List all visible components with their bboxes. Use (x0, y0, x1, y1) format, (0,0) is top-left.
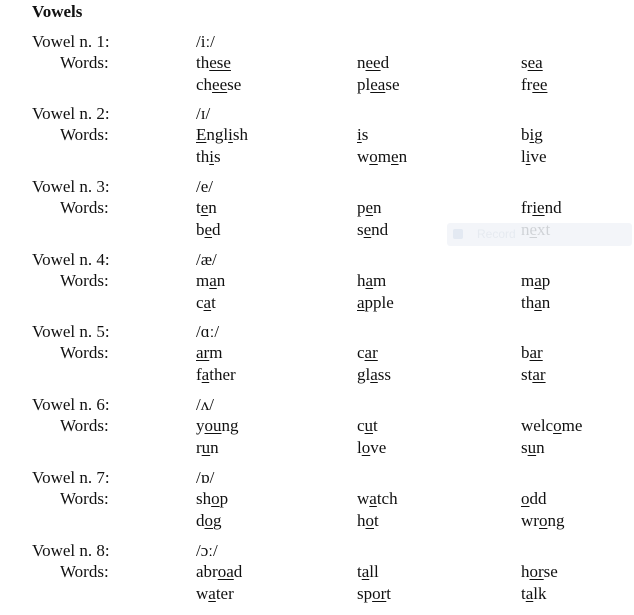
word-part: l (357, 438, 362, 457)
faded-widget-icon (453, 229, 463, 239)
word-part: m (373, 271, 387, 290)
example-word (357, 511, 379, 531)
word-part: f (196, 365, 202, 384)
vowel-label: Vowel n. 4: (32, 250, 110, 269)
word-part: d (196, 511, 205, 530)
vowel-block (0, 322, 634, 388)
word-part: wr (521, 511, 539, 530)
word-part: ve (530, 147, 547, 166)
example-word (357, 53, 389, 73)
word-part: h (521, 562, 530, 581)
vowel-block (0, 104, 634, 170)
word-part: welc (521, 416, 554, 435)
example-word (196, 584, 234, 604)
vowel-letters: i (525, 147, 531, 166)
word-part: b (521, 343, 530, 362)
example-word (357, 75, 400, 95)
word-part: s (357, 220, 364, 239)
example-word (357, 438, 386, 458)
word-part: lk (533, 584, 547, 603)
words-label: Words: (60, 489, 109, 508)
example-word (521, 438, 545, 458)
word-part: n (357, 53, 366, 72)
vowel-letters: a (201, 365, 210, 384)
ipa-symbol: /ɪ/ (196, 104, 211, 123)
word-part: n (541, 293, 551, 312)
word-part: g (534, 125, 543, 144)
word-part: m (196, 271, 210, 290)
word-part: s (521, 438, 528, 457)
example-word (357, 125, 368, 145)
word-part: ter (215, 584, 234, 603)
vowel-letters: i (357, 125, 362, 144)
example-word (357, 562, 379, 582)
word-part: ll (369, 562, 379, 581)
word-part: t (374, 511, 379, 530)
word-part: ngl (206, 125, 229, 144)
vowel-letters: ea (370, 75, 386, 94)
words-label: Words: (60, 343, 109, 362)
vowel-letters: u (364, 416, 374, 435)
word-part: t (357, 562, 362, 581)
word-part: fr (521, 198, 533, 217)
example-word (357, 584, 391, 604)
vowel-letters: ee (365, 53, 381, 72)
vowel-letters: e (204, 220, 213, 239)
word-part: w (357, 489, 370, 508)
vowel-letters: a (208, 584, 216, 603)
word-part: t (521, 584, 526, 603)
word-part: pple (364, 293, 394, 312)
word-part: pl (357, 75, 371, 94)
vowel-block (0, 541, 634, 607)
vowel-letters: i (529, 125, 535, 144)
vowel-letters: a (357, 293, 365, 312)
vowel-letters: u (201, 438, 211, 457)
vowel-letters: E (196, 125, 207, 144)
word-part: s (521, 53, 528, 72)
word-part: dd (529, 489, 547, 508)
ipa-symbol: /ɔː/ (196, 541, 218, 560)
word-part: n (536, 438, 545, 457)
faded-widget-text: Record (477, 227, 516, 241)
example-word (196, 562, 242, 582)
example-word (357, 147, 407, 167)
vowel-letters: a (203, 293, 212, 312)
word-part: p (357, 198, 366, 217)
example-word (521, 271, 550, 291)
word-part: ve (370, 438, 387, 457)
ipa-symbol: /iː/ (196, 32, 215, 51)
vowel-letters: a (525, 584, 534, 603)
word-part: se (543, 562, 558, 581)
example-word (196, 220, 221, 240)
word-part: d (212, 220, 221, 239)
vowel-letters: ee (212, 75, 228, 94)
ipa-symbol: /ʌ/ (196, 395, 214, 414)
word-part: n (216, 271, 226, 290)
word-part: r (196, 438, 202, 457)
vowel-letters: or (529, 562, 544, 581)
word-part: tch (376, 489, 398, 508)
word-part: ng (221, 416, 239, 435)
word-part: d (380, 53, 390, 72)
word-part: h (357, 271, 366, 290)
vowel-label: Vowel n. 7: (32, 468, 110, 487)
word-part: w (196, 584, 209, 603)
vowel-letters: o (521, 489, 530, 508)
vowel-label: Vowel n. 8: (32, 541, 110, 560)
word-part: c (357, 416, 365, 435)
word-part: l (521, 147, 526, 166)
example-word (521, 75, 547, 95)
vowel-letters: o (369, 147, 378, 166)
vowel-block (0, 32, 634, 98)
example-word (521, 343, 543, 363)
word-part: n (210, 438, 219, 457)
vowel-block (0, 395, 634, 461)
word-part: th (521, 293, 535, 312)
vowel-label: Vowel n. 1: (32, 32, 110, 51)
word-part: ch (196, 75, 213, 94)
vowel-letters: ou (204, 416, 222, 435)
example-word (521, 511, 564, 531)
word-part: th (196, 147, 210, 166)
vowel-block (0, 468, 634, 534)
word-part: th (196, 53, 210, 72)
example-word (521, 416, 582, 436)
example-word (521, 365, 546, 385)
vowel-letters: ar (532, 365, 546, 384)
ipa-symbol: /æ/ (196, 250, 217, 269)
word-part: t (386, 584, 392, 603)
word-part: m (377, 147, 392, 166)
word-part: nd (544, 198, 562, 217)
example-word (357, 416, 378, 436)
vowel-letters: ea (527, 53, 543, 72)
vowel-letters: a (209, 271, 217, 290)
vowel-letters: a (361, 562, 370, 581)
vowel-letters: ar (196, 343, 210, 362)
example-word (196, 511, 222, 531)
vowel-letters: ar (529, 343, 543, 362)
word-part: t (211, 293, 216, 312)
word-part: b (521, 125, 530, 144)
ipa-symbol: /ɒ/ (196, 468, 215, 487)
example-word (357, 271, 386, 291)
example-word (521, 562, 558, 582)
example-word (196, 489, 228, 509)
vowel-letters: a (370, 365, 378, 384)
vowel-letters: or (372, 584, 387, 603)
word-part: n (208, 198, 217, 217)
word-part: h (357, 511, 366, 530)
example-word (196, 147, 221, 167)
word-part: t (196, 198, 201, 217)
vowel-letters: i (228, 125, 233, 144)
example-word (521, 489, 547, 509)
word-part: sp (357, 584, 373, 603)
word-part: t (373, 416, 378, 435)
word-part: sh (232, 125, 248, 144)
word-part: g (213, 511, 222, 530)
word-part: fr (521, 75, 533, 94)
word-part: ss (377, 365, 392, 384)
example-word (357, 198, 382, 218)
vowel-letters: o (204, 511, 213, 530)
word-part: abr (196, 562, 218, 581)
vowel-letters: a (365, 271, 374, 290)
example-word (521, 198, 562, 218)
vowel-letters: o (361, 438, 371, 457)
faded-overlay-widget (447, 223, 632, 246)
example-word (196, 198, 217, 218)
ipa-symbol: /ɑː/ (196, 322, 220, 341)
word-part: m (209, 343, 223, 362)
word-part: sh (196, 489, 212, 508)
example-word (196, 438, 219, 458)
vowel-letters: a (369, 489, 377, 508)
example-word (357, 220, 388, 240)
words-label: Words: (60, 53, 109, 72)
example-word (196, 293, 216, 313)
vowel-letters: u (527, 438, 537, 457)
word-part: w (357, 147, 370, 166)
words-label: Words: (60, 198, 109, 217)
vowel-letters: ar (364, 343, 378, 362)
vowel-letters: a (534, 271, 542, 290)
words-label: Words: (60, 562, 109, 581)
example-word (196, 365, 236, 385)
word-part: s (361, 125, 369, 144)
example-word (357, 293, 394, 313)
vowel-letters: e (365, 198, 374, 217)
example-word (521, 53, 543, 73)
vowel-letters: a (534, 293, 542, 312)
example-word (357, 343, 378, 363)
word-part: nd (371, 220, 389, 239)
example-word (357, 489, 398, 509)
word-part: b (196, 220, 205, 239)
ipa-symbol: /e/ (196, 177, 213, 196)
word-part: c (357, 343, 365, 362)
vowel-letters: e (391, 147, 399, 166)
vowel-letters: ee (532, 75, 548, 94)
word-part: p (219, 489, 229, 508)
example-word (521, 147, 547, 167)
vowel-letters: o (538, 511, 548, 530)
example-word (196, 343, 222, 363)
word-part: c (196, 293, 204, 312)
vowel-letters: i (209, 147, 214, 166)
page-title: Vowels (32, 2, 83, 21)
words-label: Words: (60, 416, 109, 435)
example-word (521, 584, 547, 604)
vowel-letters: o (211, 489, 220, 508)
words-label: Words: (60, 125, 109, 144)
example-word (196, 53, 231, 73)
words-label: Words: (60, 271, 109, 290)
vowel-letters: e (363, 220, 372, 239)
word-part: ther (209, 365, 236, 384)
word-part: me (561, 416, 583, 435)
word-part: p (541, 271, 551, 290)
word-part: s (213, 147, 221, 166)
example-word (196, 75, 241, 95)
example-word (521, 125, 543, 145)
word-part: n (398, 147, 408, 166)
vowel-label: Vowel n. 5: (32, 322, 110, 341)
vowel-letters: o (553, 416, 562, 435)
vowel-label: Vowel n. 2: (32, 104, 110, 123)
word-part: ng (547, 511, 565, 530)
vowel-letters: e (200, 198, 209, 217)
example-word (196, 125, 248, 145)
vowel-label: Vowel n. 3: (32, 177, 110, 196)
word-part: y (196, 416, 205, 435)
word-part: gl (357, 365, 371, 384)
vowel-letters: oa (217, 562, 234, 581)
example-word (196, 271, 225, 291)
vowel-letters: ese (209, 53, 231, 72)
word-part: st (521, 365, 533, 384)
word-part: se (385, 75, 400, 94)
word-part: d (233, 562, 243, 581)
example-word (357, 365, 391, 385)
example-word (196, 416, 239, 436)
example-word (521, 293, 550, 313)
word-part: n (373, 198, 382, 217)
vowel-label: Vowel n. 6: (32, 395, 110, 414)
vowel-block (0, 250, 634, 316)
vowel-letters: o (365, 511, 374, 530)
word-part: m (521, 271, 535, 290)
vowel-letters: ie (532, 198, 545, 217)
word-part: se (227, 75, 242, 94)
